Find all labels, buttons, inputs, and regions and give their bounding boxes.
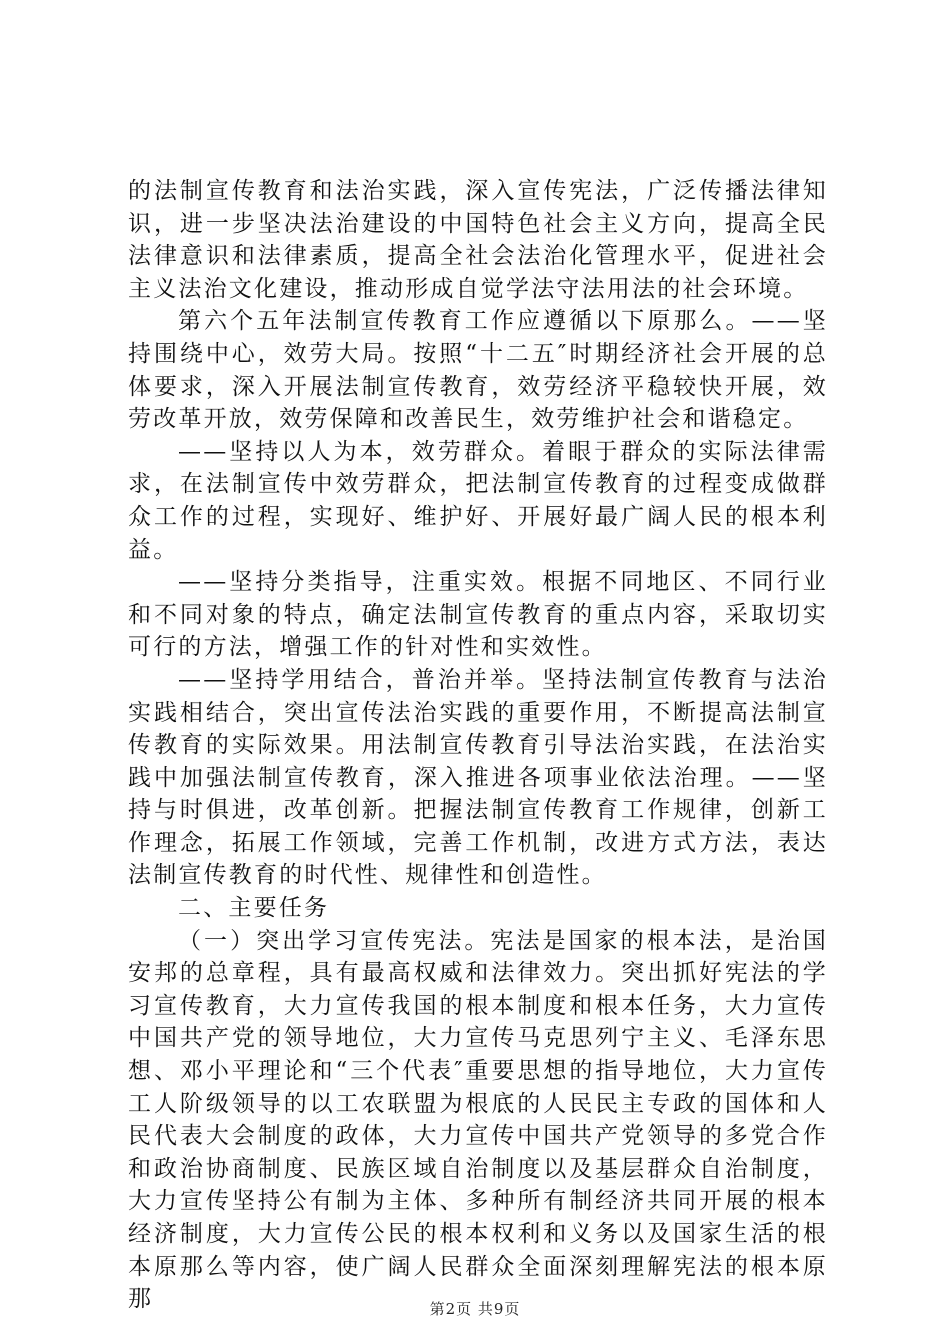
paragraph-constitution: （一）突出学习宣传宪法。宪法是国家的根本法，是治国安邦的总章程，具有最高权威和法律效力。突出抓好宪法的学习宣传教育，大力宣传我国的根本制度和根本任务，大力宣传中国共产党的领导地位，大力宣传马克思列宁主义、毛泽东思想、邓小平理论和“三个代表″重要思想的指导地位，大力宣传工人阶级领导的以工农联盟为根底的人民民主专政的国体和人民代表大会制度的政体，大力宣传中国共产党领导的多党合作和政治协商制度、民族区域自治制度以及基层群众自治制度，大力宣传坚持公有制为主体、多种所有制经济共同开展的根本经济制度，大力宣传公民的根本权利和义务以及国家生活的根本原那么等内容，使广阔人民群众全面深刻理解宪法的根本原那 — [128, 927, 828, 1313]
paragraph-principles: 第六个五年法制宣传教育工作应遵循以下原那么。——坚持围绕中心，效劳大局。按照“十二五″时期经济社会开展的总体要求，深入开展法制宣传教育，效劳经济平稳较快开展，效劳改革开放，效劳保障和改善民生，效劳维护社会和谐稳定。 — [128, 308, 828, 433]
paragraph-people-oriented: ——坚持以人为本，效劳群众。着眼于群众的实际法律需求，在法制宣传中效劳群众，把法制宣传教育的过程变成做群众工作的过程，实现好、维护好、开展好最广阔人民的根本利益。 — [128, 438, 828, 563]
paragraph-continued-intro: 的法制宣传教育和法治实践，深入宣传宪法，广泛传播法律知识，进一步坚决法治建设的中国特色社会主义方向，提高全民法律意识和法律素质，提高全社会法治化管理水平，促进社会主义法治文化建设，推动形成自觉学法守法用法的社会环境。 — [128, 178, 828, 302]
document-body — [128, 175, 828, 1316]
paragraph-study-and-apply: ——坚持学用结合，普治并举。坚持法制宣传教育与法治实践相结合，突出宣传法治实践的重要作用，不断提高法制宣传教育的实际效果。用法制宣传教育引导法治实践，在法治实践中加强法制宣传教育，深入推进各项事业依法治理。——坚持与时俱进，改革创新。把握法制宣传教育工作规律，创新工作理念，拓展工作领域，完善工作机制，改进方式方法，表达法制宣传教育的时代性、规律性和创造性。 — [128, 666, 828, 889]
section-heading-main-tasks: 二、主要任务 — [178, 895, 330, 922]
page-number-footer: 第2页 共9页 — [429, 1300, 521, 1318]
paragraph-classified-guidance: ——坚持分类指导，注重实效。根据不同地区、不同行业和不同对象的特点，确定法制宣传教育的重点内容，采取切实可行的方法，增强工作的针对性和实效性。 — [128, 569, 828, 661]
